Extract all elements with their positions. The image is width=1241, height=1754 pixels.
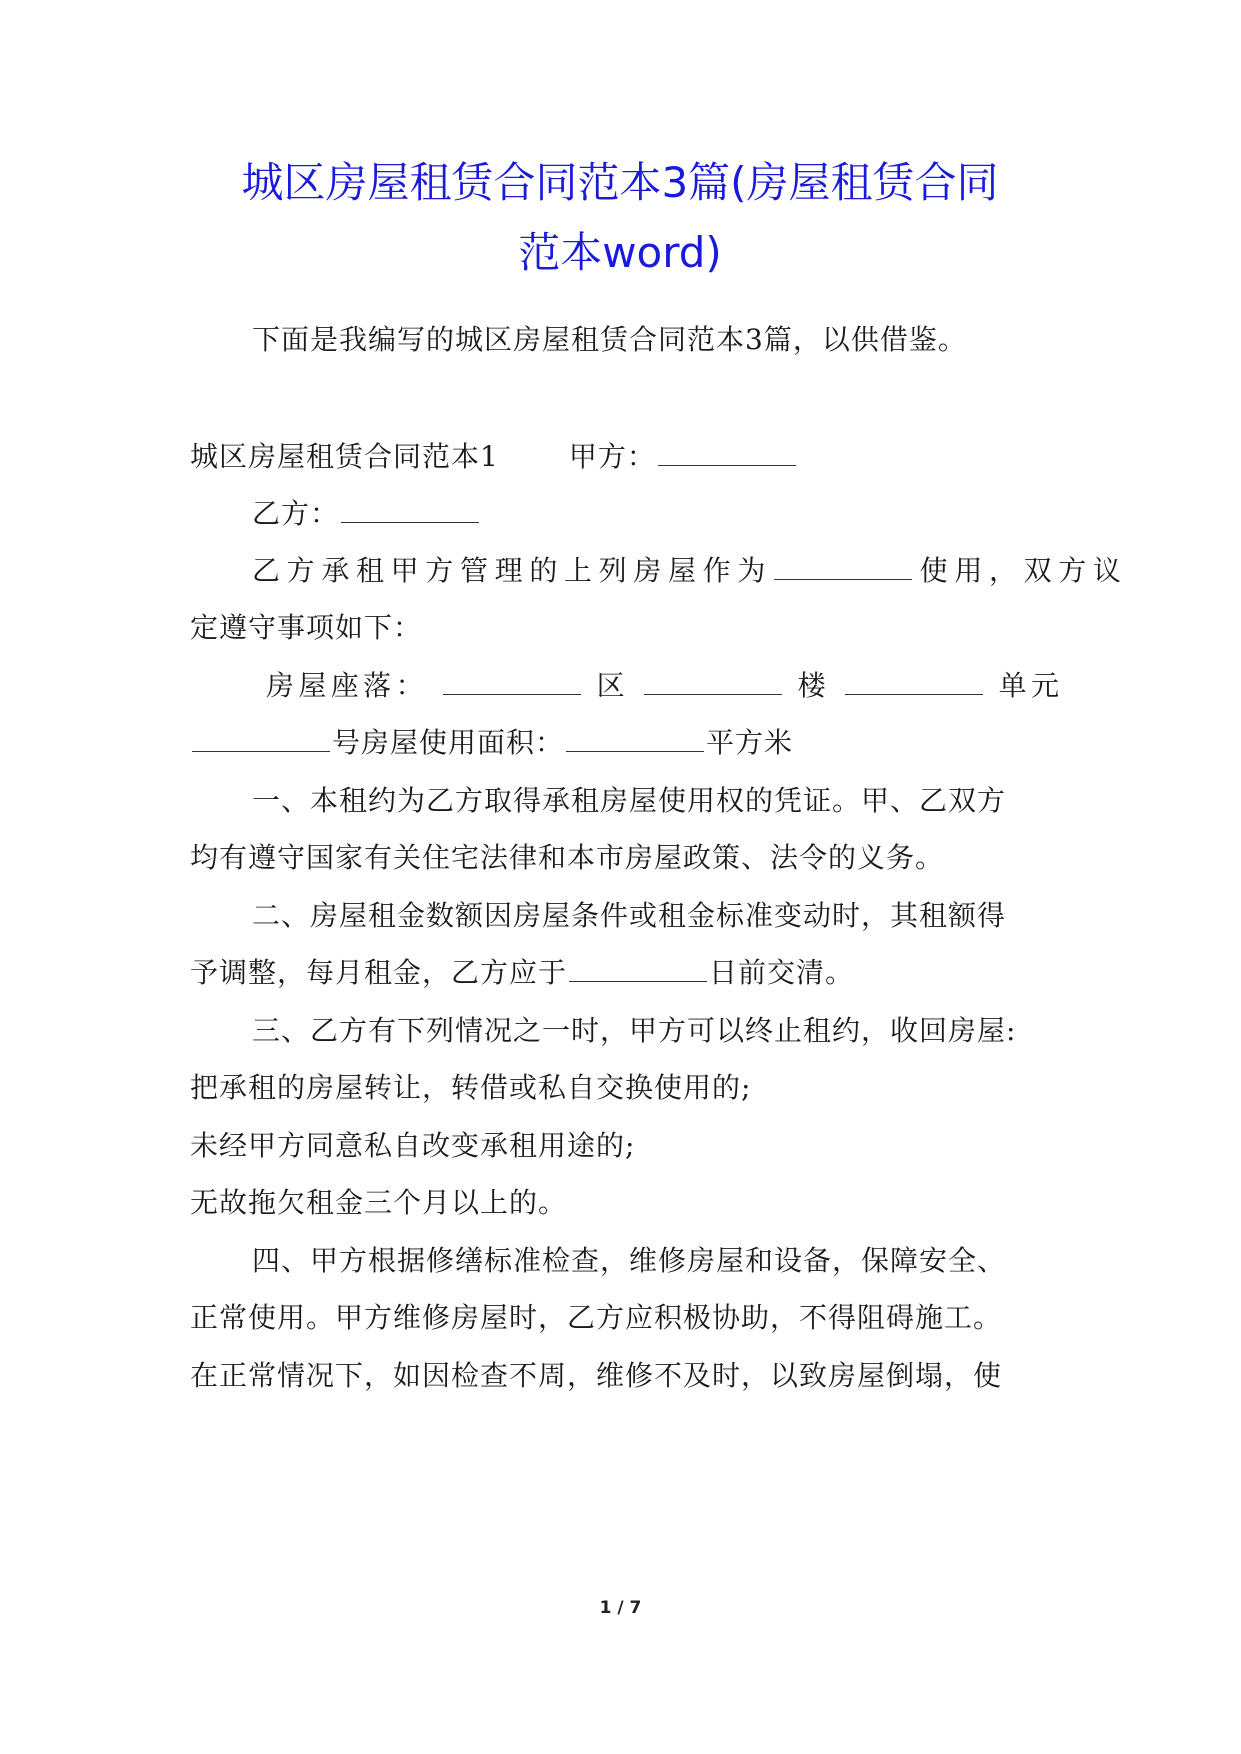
title-line-2: 范本word) [518, 228, 722, 277]
unit-blank [845, 668, 983, 695]
title-line-1: 城区房屋租赁合同范本3篇(房屋租赁合同 [241, 158, 999, 207]
party-b-blank [341, 496, 479, 523]
clause-2-text-pre: 予调整，每月租金，乙方应于 [190, 956, 568, 989]
district-blank [443, 668, 581, 695]
use-line-2: 定遵守事项如下： [190, 611, 423, 644]
contract-heading: 城区房屋租赁合同范本1 [190, 440, 499, 473]
clause-2-line-2 [190, 953, 1060, 993]
clause-2-line-1: 二、房屋租金数额因房屋条件或租金标准变动时，其租额得 [252, 899, 1007, 932]
room-blank [192, 725, 330, 752]
document-title [160, 148, 1080, 288]
due-date-blank [569, 955, 707, 982]
clause-3-line-1: 三、乙方有下列情况之一时，甲方可以终止租约，收回房屋: [252, 1014, 1017, 1047]
sqm-label: 平方米 [706, 726, 794, 759]
building-label: 楼 [797, 669, 830, 702]
page-number: 1 / 7 [599, 1598, 642, 1618]
clause-3-item-a: 把承租的房屋转让，转借或私自交换使用的; [190, 1071, 752, 1104]
clause-3-item-c: 无故拖欠租金三个月以上的。 [190, 1186, 568, 1219]
district-label: 区 [596, 669, 629, 702]
location-label: 房屋座落： [266, 669, 428, 702]
clause-4-line-3: 在正常情况下，如因检查不周，维修不及时，以致房屋倒塌，使 [190, 1359, 1003, 1392]
clause-3-item-b: 未经甲方同意私自改变承租用途的; [190, 1129, 636, 1162]
party-a-blank [658, 439, 796, 466]
clause-4-line-2: 正常使用。甲方维修房屋时，乙方应积极协助，不得阻碍施工。 [190, 1301, 1003, 1334]
intro-paragraph: 下面是我编写的城区房屋租赁合同范本3篇，以供借鉴。 [252, 323, 967, 356]
clause-1-line-2: 均有遵守国家有关住宅法律和本市房屋政策、法令的义务。 [190, 841, 945, 874]
party-a-label: 甲方： [568, 440, 656, 473]
location-line-1 [190, 666, 1060, 706]
location-line-2 [190, 723, 1060, 763]
clause-1-line-1: 一、本租约为乙方取得承租房屋使用权的凭证。甲、乙双方 [252, 784, 1007, 817]
use-text-post: 使用，双方议 [913, 554, 1122, 587]
party-b-row [190, 494, 1122, 534]
use-line-1 [190, 551, 1122, 591]
contract-heading-row [190, 437, 1060, 477]
party-b-label: 乙方： [252, 497, 340, 530]
clause-2-text-post: 日前交清。 [709, 956, 855, 989]
clause-4-line-1: 四、甲方根据修缮标准检查，维修房屋和设备，保障安全、 [252, 1244, 1007, 1277]
use-text-pre: 乙方承租甲方管理的上列房屋作为 [252, 554, 772, 587]
area-blank [566, 725, 704, 752]
room-area-label: 号房屋使用面积： [332, 726, 565, 759]
unit-label: 单元 [998, 669, 1060, 702]
use-blank [774, 553, 912, 580]
building-blank [644, 668, 782, 695]
